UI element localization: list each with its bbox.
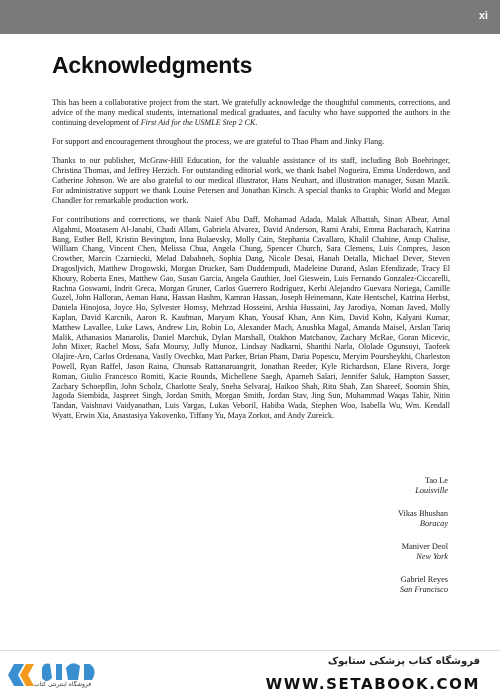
signature-block [398, 476, 448, 608]
store-name: فروشگاه کتاب پزشکی ستابوک [327, 656, 480, 667]
paragraph-support: For support and encouragement throughout the process, we are grateful to Thao Pham and Jinky Flang. [52, 136, 385, 146]
signature-location: New York [416, 552, 448, 561]
header-bar [0, 0, 500, 34]
signature-location: Boracay [419, 519, 448, 528]
paragraph-contributors: For contributions and corrections, we thank Naief Abu Daff, Mohamad Adada, Malak Albattah, Sinan Albear, Amal Algahmi, Moatasem Al-Janabi, Chadi Allam, Gabriela Alvarez, David Anderson, Rami Arabi, Emma Bacharach, Katrina Bang, Esther Bell, Kristin Bevington, Inna Bulaevsky, Molly Cain, Stephania Cavallaro, Khalil Chahine, Anup Chalise, William Chang, Vincent Chen, Melissa Chua, Angela Chung, Spencer Church, Sara Clemens, Luis Compres, Jason Crowther, Marcin Czarniecki, Melad Dababneh, Sophia Dang, Nicole Desai, Hanah Detalla, Michael Dever, Steven Dragosljvich, Matthew Drogowski, Morgan Drucker, Sam Duddempudi, Madeleine Durand, Aslan Efendizade, Tracy El Khoury, Roberta Enes, Matthew Gao, Susan Garcia, Angela Gauthier, Joel Gieswein, Luis Fernando Gonzalez-Ciccarelli, Rachna Goswami, Indrit Greca, Morgan Gruner, Carlos Guerrero Rodríguez, Kerbi Alejandro Guevara Noriega, Camille Guzel, John Halloran, Aeman Hana, Hassan Hashm, Kamran Hassan, Joseph Heinemann, Kate Hentschel, Katrina Herbst, Daniela Hinojosa, Joyce Ho, Sylvester Homsy, Mehrzad Hosseini, Arshia Hussaini, Jay Jarodiya, Noman Javed, Molly Kaplan, David Karcnik, Aaron R. Kaufman, Maryam Khan, Yousaf Khan, Ann Kim, David Kohn, Kalyani Kumar, Matthew Lavallee, Luke Laws, Andrew Lin, Robin Lo, Alexander Mach, Anushka Magal, Amanda Maisel, Arslan Tariq Malik, Athanasios Manarolis, Daniel Marchuk, Dylan Marshall, Otakhon Matchanov, Zachary McRae, Goran Micevic, John Mixer, Rachel Moss, Safa Moursy, Jully Munoz, Lindsay Nadkarni, Shanthi Narla, Ololade Ogunsuyi, Taofeek Olajire-Aro, Carlos Ordenana, Vasily Ovechko, Matt Parker, Brian Pham, Daria Popescu, Meryim Poursheykhi, Charleston Powell, Ryan Raffel, Jason Raina, Chunsab Rattanaruangrit, Jonathan Reeder, Kyle Richardson, Elane Rivera, Jorge Roman, Giulio Francesco Romiti, Kacie Rounds, Michellene Saegh, Aparneh Salari, Jennifer Saluk, Hampton Sasser, Zachary Schoepflin, John Scholz, Charlotte Sealy, Sneha Selvaraj, Haikoo Shah, Ritu Shah, Zan Shareef, Soomin Shin, Jagoda Siembida, Jaspreet Singh, Jordan Smith, Morgan Smith, Jordan Stav, Jing Sun, Muhammad Waqas Tahir, Nitin Tandan, Vaishnavi Vaidyanathan, Luis Vargas, Lukas Veboril, Habiba Wada, Stephen Woo, Isabella Wu, Wm. Kendall Wyatt, Erwin Xia, Anastasiya Yakovenko, Tiffany Yu, Maya Zorkot, and Andy Zureick. [52, 214, 450, 420]
signature-name: Gabriel Reyes [400, 575, 448, 584]
acknowledgments-body [52, 98, 450, 430]
footer-banner [0, 650, 500, 700]
paragraph-publisher: Thanks to our publisher, McGraw-Hill Education, for the valuable assistance of its staff, including Bob Boehringer, Christina Thomas, and Jeffrey Herzich. For outstanding editorial work, we thank Isabel Nogueira, Emma Underdown, and Catherine Johnson. We are also grateful to our medical illustrator, Hans Neuhart, and illustration manager, Susan Mazik. For administrative support we thank Louise Petersen and Jonathan Kirsch. A special thanks to Graphic World and Megan Chandler for remarkable production work. [52, 156, 450, 205]
store-url-link[interactable]: WWW.SETABOOK.COM [265, 675, 480, 693]
signature-location: San Francisco [399, 585, 448, 594]
signature-location: Louisville [415, 486, 448, 495]
logo-subtitle: فروشگاه اینترنتی کتاب [34, 681, 92, 688]
signature-name: Maniver Deol [401, 542, 448, 551]
signature [398, 542, 448, 562]
signature-name: Tao Le [424, 476, 448, 485]
signature [398, 476, 448, 496]
signature [398, 509, 448, 529]
page-number: xi [478, 10, 488, 22]
paragraph-intro: This has been a collaborative project from the start. We gratefully acknowledge the thoughtful comments, corrections, and advice of the many medical students, international medical graduates, and faculty who have supported the authors in the continuing development of First Aid for the USMLE Step 2 CK. [52, 98, 450, 127]
signature-name: Vikas Bhushan [398, 509, 448, 518]
footer-divider [0, 650, 500, 651]
signature [398, 575, 448, 595]
page-title: Acknowledgments [52, 52, 253, 78]
